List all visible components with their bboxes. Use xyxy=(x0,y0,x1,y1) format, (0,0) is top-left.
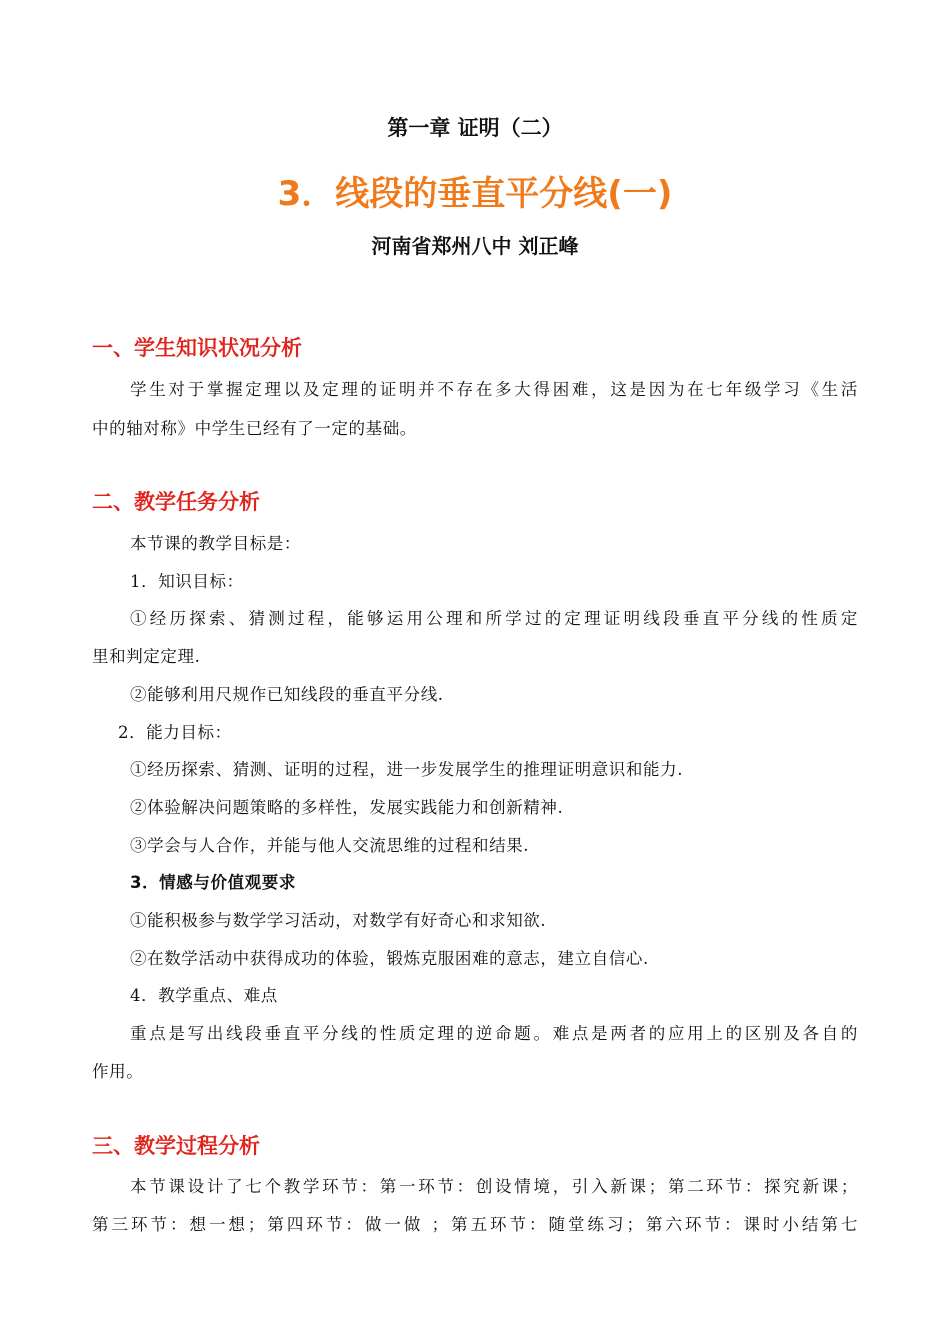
section-heading-1: 一、学生知识状况分析 xyxy=(92,336,302,360)
goal-item: ②在数学活动中获得成功的体验，锻炼克服困难的意志，建立自信心. xyxy=(130,949,649,968)
goal-item: ①能积极参与数学学习活动，对数学有好奇心和求知欲. xyxy=(130,911,547,930)
paragraph-line: 中的轴对称》中学生已经有了一定的基础。 xyxy=(92,419,417,438)
goal-item: ②能够利用尺规作已知线段的垂直平分线. xyxy=(130,685,444,704)
goal-item: ②体验解决问题策略的多样性，发展实践能力和创新精神. xyxy=(130,798,564,817)
goal-title: 3．情感与价值观要求 xyxy=(130,873,296,892)
goal-item: 里和判定定理. xyxy=(92,647,201,666)
goal-item: ③学会与人合作，并能与他人交流思维的过程和结果. xyxy=(130,836,530,855)
author-line: 河南省郑州八中 刘正峰 xyxy=(371,234,579,258)
paragraph-line: 学生对于掌握定理以及定理的证明并不存在多大得困难，这是因为在七年级学习《生活 xyxy=(130,380,858,399)
paragraph-line: 本节课设计了七个教学环节：第一环节：创设情境，引入新课；第二环节：探究新课； xyxy=(130,1177,858,1196)
lesson-title: 3．线段的垂直平分线(一) xyxy=(277,174,673,214)
paragraph-line: 重点是写出线段垂直平分线的性质定理的逆命题。难点是两者的应用上的区别及各自的 xyxy=(130,1024,858,1043)
paragraph-line: 本节课的教学目标是： xyxy=(130,534,301,553)
section-heading-3: 三、教学过程分析 xyxy=(92,1134,260,1158)
goal-title: 1．知识目标： xyxy=(130,572,244,591)
goal-title: 4．教学重点、难点 xyxy=(130,986,278,1005)
paragraph-line: 作用。 xyxy=(92,1062,144,1081)
chapter-title: 第一章 证明（二） xyxy=(387,116,563,140)
paragraph-line: 第三环节：想一想；第四环节：做一做 ；第五环节：随堂练习；第六环节：课时小结第七 xyxy=(92,1215,858,1234)
goal-item: ①经历探索、猜测、证明的过程，进一步发展学生的推理证明意识和能力. xyxy=(130,760,684,779)
section-heading-2: 二、教学任务分析 xyxy=(92,490,260,514)
goal-title: 2．能力目标： xyxy=(118,723,232,742)
goal-item: ①经历探索、猜测过程，能够运用公理和所学过的定理证明线段垂直平分线的性质定 xyxy=(130,609,858,628)
